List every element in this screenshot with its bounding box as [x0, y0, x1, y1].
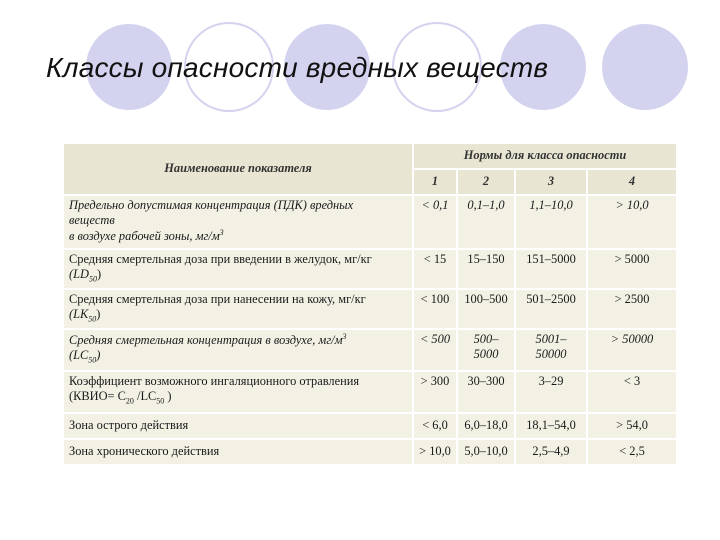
row-name-line: Средняя смертельная доза при нанесении на кожу, мг/кг	[69, 292, 366, 306]
cell-class-3: 501–2500	[515, 289, 587, 329]
cell-class-3: 5001– 50000	[515, 329, 587, 371]
row-name	[63, 371, 413, 413]
cell-class-1: > 300	[413, 371, 457, 413]
cell-class-1: < 6,0	[413, 413, 457, 439]
table-row	[63, 413, 677, 439]
superscript: 3	[342, 332, 347, 341]
superscript: 3	[219, 228, 224, 238]
cell-class-1: < 0,1	[413, 195, 457, 249]
cell-class-4: > 54,0	[587, 413, 677, 439]
decor-circle-6	[600, 22, 690, 112]
cell-class-3: 1,1–10,0	[515, 195, 587, 249]
cell-class-3: 151–5000	[515, 249, 587, 289]
subscript: 50	[88, 355, 97, 365]
class-4-header: 4	[587, 169, 677, 195]
table-row	[63, 329, 677, 371]
row-name-line: Предельно допустимая концентрация (ПДК) вредных	[69, 198, 354, 212]
cell-class-1: > 10,0	[413, 439, 457, 465]
cell-class-4: > 10,0	[587, 195, 677, 249]
subscript: 20	[125, 396, 134, 406]
cell-class-3: 3–29	[515, 371, 587, 413]
row-name-end: )	[96, 307, 101, 322]
row-name	[63, 329, 413, 371]
subscript: 50	[88, 314, 97, 324]
cell-class-4: > 50000	[587, 329, 677, 371]
row-name	[63, 249, 413, 289]
cell-class-1: < 15	[413, 249, 457, 289]
table-row	[63, 249, 677, 289]
subscript: 50	[156, 396, 165, 406]
cell-class-1: < 500	[413, 329, 457, 371]
table-row	[63, 289, 677, 329]
cell-class-2: 15–150	[457, 249, 515, 289]
row-name-line: веществ	[69, 213, 115, 228]
row-name	[63, 195, 413, 249]
hazard-table	[62, 142, 676, 466]
row-name: Зона хронического действия	[63, 439, 413, 465]
row-name-mid: /LC	[133, 389, 157, 404]
row-name-end: )	[96, 267, 102, 282]
row-name	[63, 289, 413, 329]
row-name-line: Коэффициент возможного ингаляционного отравления	[69, 374, 360, 388]
cell-class-4: < 2,5	[587, 439, 677, 465]
header-indicator-name: Наименование показателя	[63, 143, 413, 195]
row-name: Зона острого действия	[63, 413, 413, 439]
class-1-header: 1	[413, 169, 457, 195]
cell-class-2: 500– 5000	[457, 329, 515, 371]
row-name-end: )	[164, 389, 172, 404]
class-3-header: 3	[515, 169, 587, 195]
table-row	[63, 195, 677, 249]
row-name-line: (КВИО= C	[69, 389, 126, 404]
row-name-line: (LC	[69, 348, 89, 363]
cell-class-4: > 5000	[587, 249, 677, 289]
cell-class-2: 6,0–18,0	[457, 413, 515, 439]
cell-class-2: 100–500	[457, 289, 515, 329]
cell-class-4: > 2500	[587, 289, 677, 329]
row-name-end: )	[96, 348, 101, 363]
row-name-line: (LK	[69, 307, 89, 322]
row-name-line: (LD	[69, 267, 89, 282]
cell-class-1: < 100	[413, 289, 457, 329]
cell-class-2: 30–300	[457, 371, 515, 413]
cell-class-2: 5,0–10,0	[457, 439, 515, 465]
row-name-line: Средняя смертельная доза при введении в желудок, мг/кг	[69, 252, 372, 266]
table-row	[63, 439, 677, 465]
cell-class-4: < 3	[587, 371, 677, 413]
subscript: 50	[88, 274, 97, 284]
cell-class-3: 2,5–4,9	[515, 439, 587, 465]
slide-title: Классы опасности вредных веществ	[46, 52, 549, 83]
row-name-line: в воздухе рабочей зоны, мг/м	[69, 229, 220, 244]
class-2-header: 2	[457, 169, 515, 195]
cell-class-2: 0,1–1,0	[457, 195, 515, 249]
row-name-line: Средняя смертельная концентрация в воздухе, мг/м	[69, 333, 343, 348]
table-row	[63, 371, 677, 413]
cell-class-3: 18,1–54,0	[515, 413, 587, 439]
header-norms: Нормы для класса опасности	[413, 143, 677, 169]
